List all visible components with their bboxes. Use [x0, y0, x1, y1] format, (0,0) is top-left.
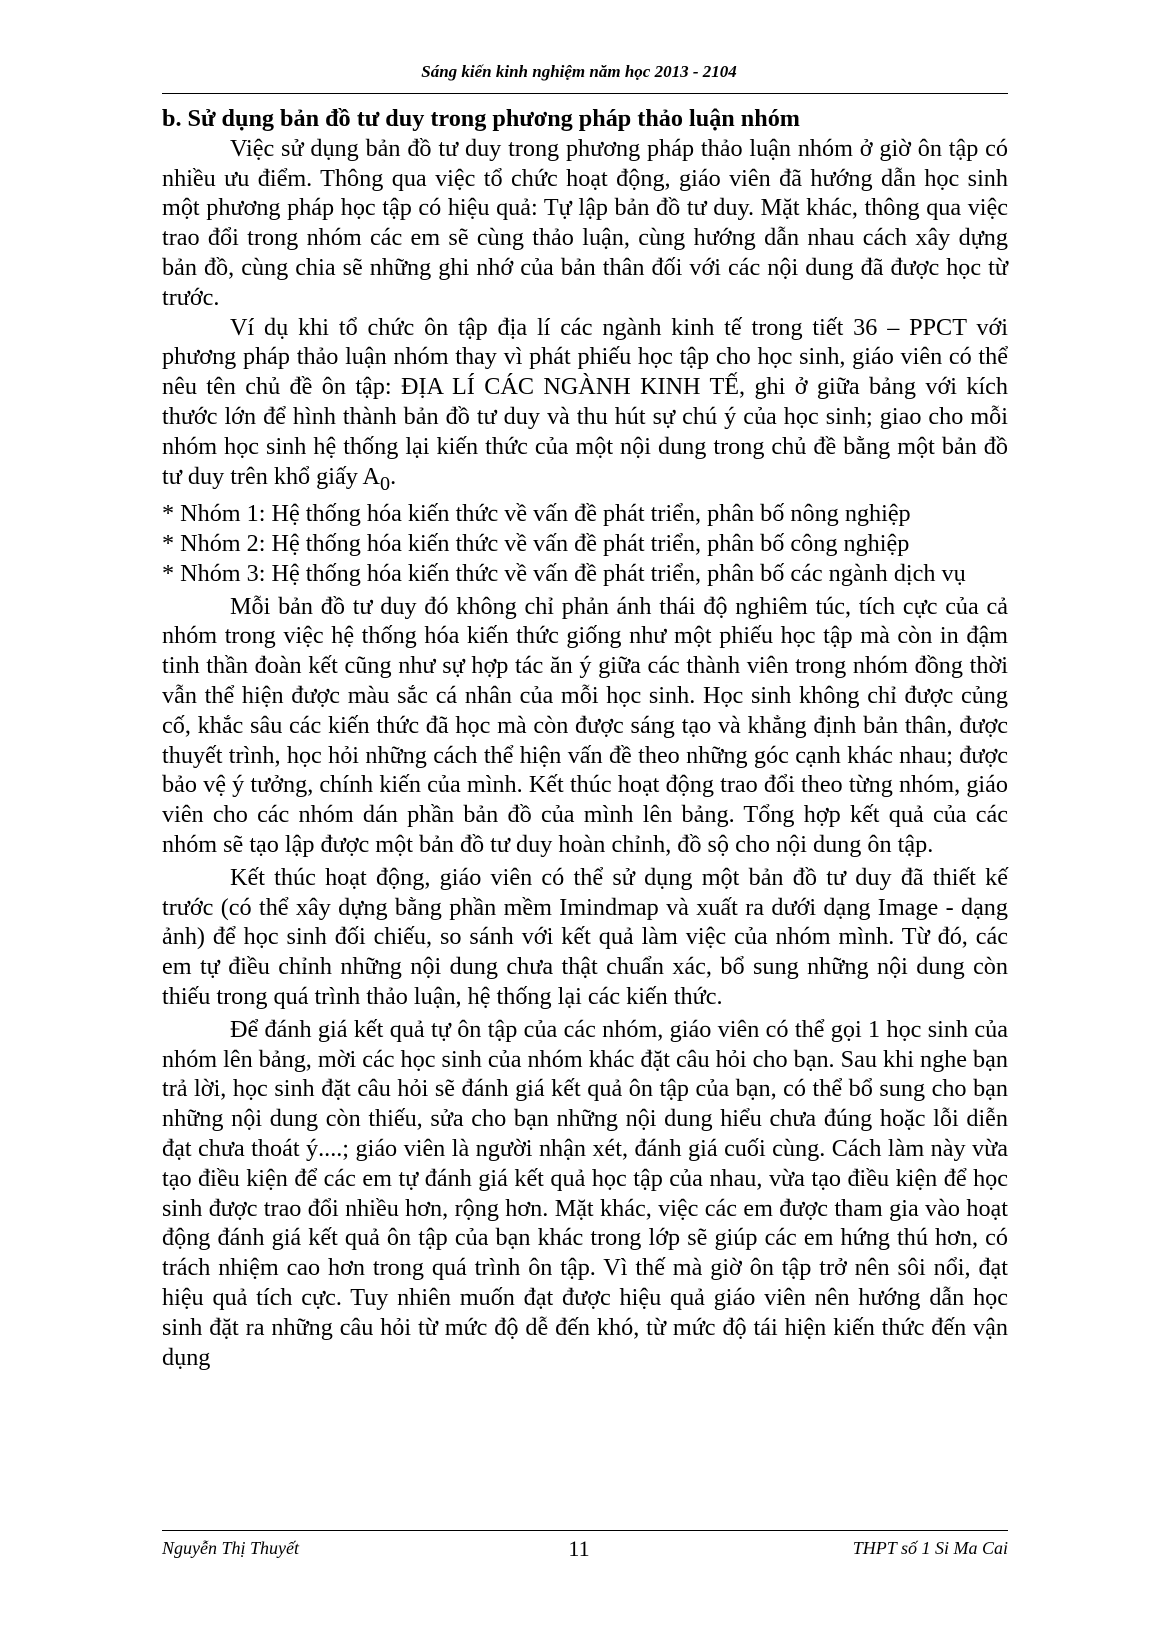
- group-2-item: * Nhóm 2: Hệ thống hóa kiến thức về vấn đề phát triển, phân bố công nghiệp: [162, 529, 910, 557]
- footer-divider: [162, 1530, 1008, 1531]
- section-heading: b. Sử dụng bản đồ tư duy trong phương pháp thảo luận nhóm: [162, 105, 800, 132]
- paragraph-3: Mỗi bản đồ tư duy đó không chỉ phản ánh thái độ nghiêm túc, tích cực của cả nhóm trong việc hệ thống hóa kiến thức giống như một phiếu học tập mà còn in đậm tinh thần đoàn kết cũng như sự hợp tác ăn ý giữa các thành viên trong nhóm đồng thời vẫn thể hiện được màu sắc cá nhân của mỗi học sinh. Học sinh không chỉ được củng cố, khắc sâu các kiến thức đã học mà còn được sáng tạo và khẳng định bản thân, được thuyết trình, học hỏi những cách thể hiện vấn đề theo những góc cạnh khác nhau; được bảo vệ ý tưởng, chính kiến của mình. Kết thúc hoạt động trao đổi theo từng nhóm, giáo viên cho các nhóm dán phần bản đồ của mình lên bảng. Tổng hợp kết quả của các nhóm sẽ tạo lập được một bản đồ tư duy hoàn chỉnh, đồ sộ cho nội dung ôn tập.: [162, 592, 1008, 858]
- paper-size-subscript: 0: [380, 472, 391, 495]
- paragraph-2-text: Ví dụ khi tổ chức ôn tập địa lí các ngành kinh tế trong tiết 36 – PPCT với phương pháp thảo luận nhóm thay vì phát phiếu học tập cho học sinh, giáo viên có thể nêu tên chủ đề ôn tập: ĐỊA LÍ CÁC NGÀNH KINH TẾ, ghi ở giữa bảng với kích thước lớn để hình thành bản đồ tư duy và thu hút sự chú ý của học sinh; giao cho mỗi nhóm học sinh hệ thống lại kiến thức của một nội dung trong chủ đề bằng một bản đồ tư duy trên khổ giấy A: [162, 313, 1008, 490]
- page-number: 11: [568, 1536, 590, 1561]
- paragraph-5: Để đánh giá kết quả tự ôn tập của các nhóm, giáo viên có thể gọi 1 học sinh của nhóm lên bảng, mời các học sinh của nhóm khác đặt câu hỏi cho bạn. Sau khi nghe bạn trả lời, học sinh đặt câu hỏi sẽ đánh giá kết quả ôn tập của bạn, có thể bổ sung cho bạn những nội dung còn thiếu, sửa cho bạn những nội dung hiểu chưa đúng hoặc lỗi diễn đạt chưa thoát ý....; giáo viên là người nhận xét, đánh giá cuối cùng. Cách làm này vừa tạo điều kiện để các em tự đánh giá kết quả học tập của nhau, vừa tạo điều kiện để học sinh được trao đổi nhiều hơn, rộng hơn. Mặt khác, việc các em được tham gia vào hoạt động đánh giá kết quả ôn tập của bạn khác trong lớp sẽ giúp các em hứng thú hơn, có trách nhiệm cao hơn trong quá trình ôn tập. Vì thế mà giờ ôn tập trở nên sôi nổi, đạt hiệu quả tích cực. Tuy nhiên muốn đạt được hiệu quả giáo viên nên hướng dẫn học sinh đặt ra những câu hỏi từ mức độ dễ đến khó, từ mức độ tái hiện kiến thức đến vận dụng: [162, 1015, 1008, 1371]
- group-1-item: * Nhóm 1: Hệ thống hóa kiến thức về vấn đề phát triển, phân bố nông nghiệp: [162, 500, 911, 528]
- paragraph-4: Kết thúc hoạt động, giáo viên có thể sử dụng một bản đồ tư duy đã thiết kế trước (có thể xây dựng bằng phần mềm Imindmap và xuất ra dưới dạng Image - dạng ảnh) để học sinh đối chiếu, so sánh với kết quả làm việc của nhóm mình. Từ đó, các em tự điều chỉnh những nội dung chưa thật chuẩn xác, bổ sung những nội dung còn thiếu trong quá trình thảo luận, hệ thống lại các kiến thức.: [162, 863, 1008, 1010]
- group-3-item: * Nhóm 3: Hệ thống hóa kiến thức về vấn đề phát triển, phân bố các ngành dịch vụ: [162, 559, 966, 587]
- footer-author: Nguyễn Thị Thuyết: [162, 1538, 299, 1558]
- paragraph-2: [162, 313, 1008, 500]
- paragraph-1: Việc sử dụng bản đồ tư duy trong phương pháp thảo luận nhóm ở giờ ôn tập có nhiều ưu điểm. Thông qua việc tổ chức hoạt động, giáo viên đã hướng dẫn học sinh một phương pháp học tập có hiệu quả: Tự lập bản đồ tư duy. Mặt khác, thông qua việc trao đổi trong nhóm các em sẽ cùng thảo luận, cùng hướng dẫn nhau cách xây dựng bản đồ, cùng chia sẽ những ghi nhớ của bản thân đối với các nội dung đã được học từ trước.: [162, 134, 1008, 311]
- footer-school: THPT số 1 Si Ma Cai: [852, 1538, 1008, 1558]
- paragraph-2-end: .: [390, 462, 397, 490]
- page-header-title: Sáng kiến kinh nghiệm năm học 2013 - 2104: [421, 62, 737, 81]
- document-body: [162, 104, 1008, 1372]
- header-divider: [162, 93, 1008, 94]
